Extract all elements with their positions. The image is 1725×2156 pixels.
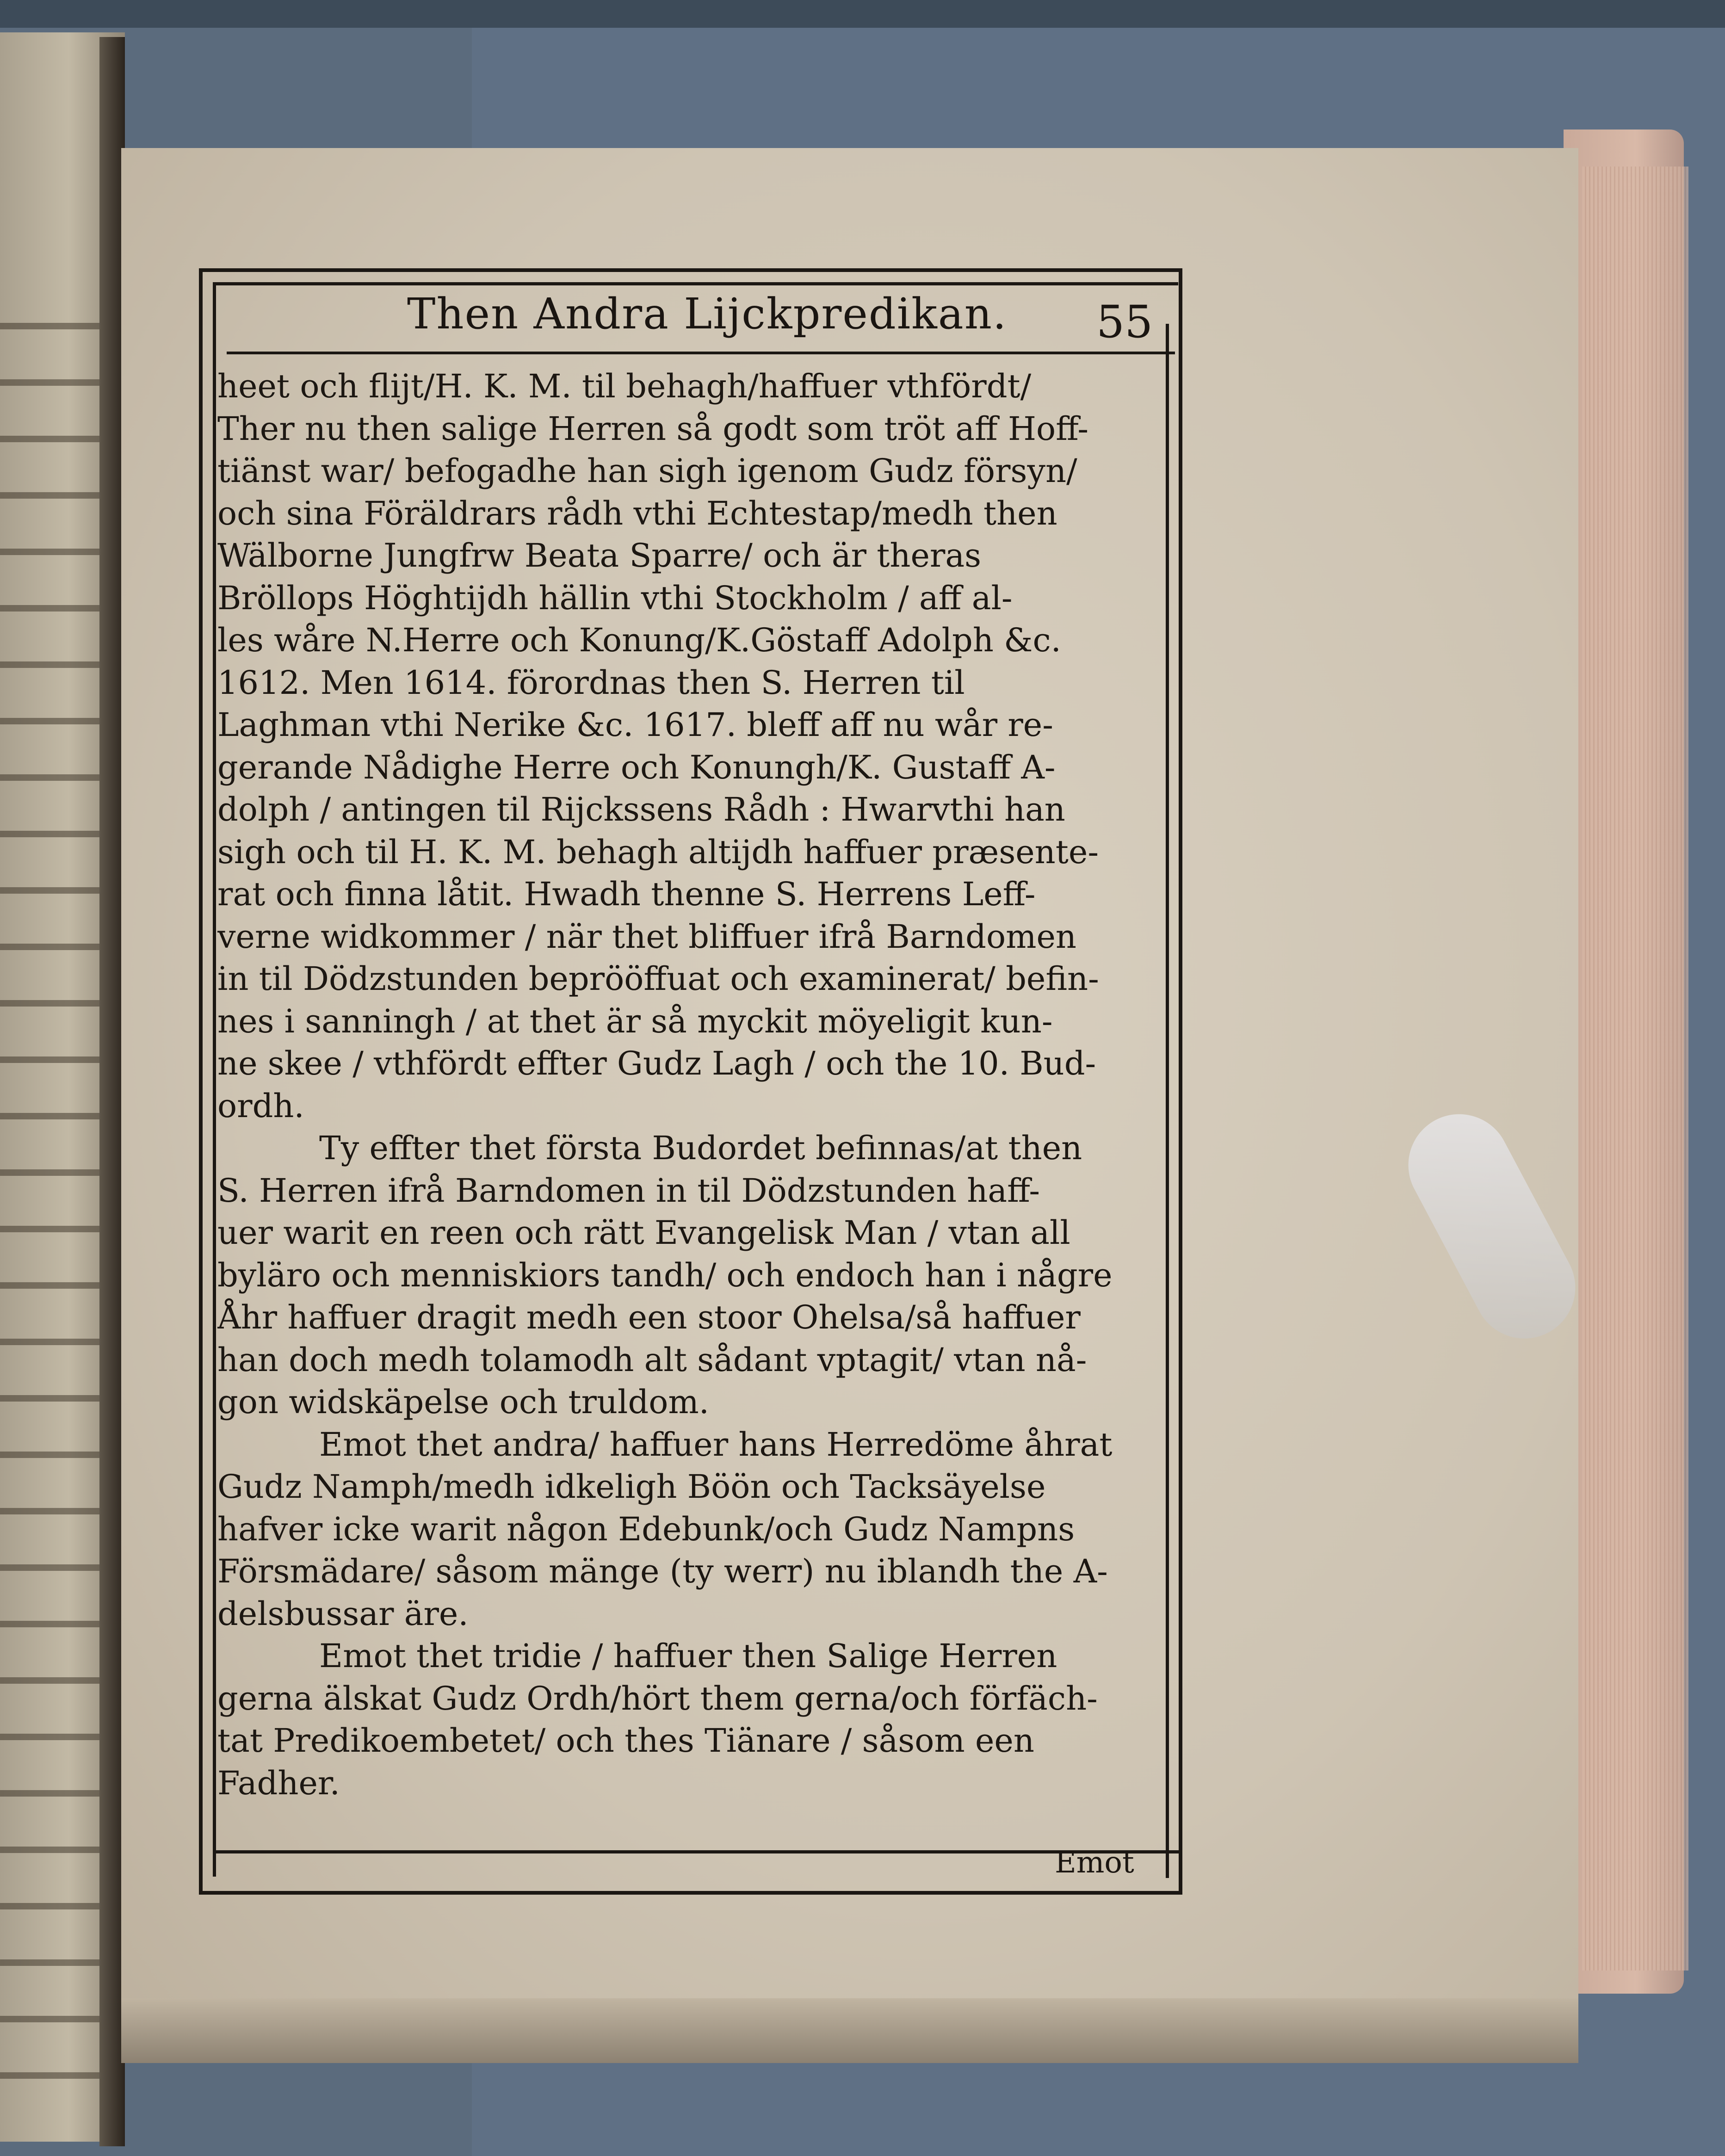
body-text	[217, 365, 1168, 1804]
text-line: och sina Föräldrars rådh vthi Echtestap/medh then	[217, 494, 1057, 532]
text-line: tiänst war/ befogadhe han sigh igenom Gudz försyn/	[217, 452, 1077, 490]
text-line: gon widskäpelse och truldom.	[217, 1383, 710, 1421]
text-line: byläro och menniskiors tandh/ och endoch han i någre	[217, 1256, 1113, 1294]
text-line: Emot thet tridie / haffuer then Salige Herren	[319, 1637, 1057, 1675]
text-line: in til Dödzstunden beprööffuat och examinerat/ befin-	[217, 960, 1099, 998]
text-line: Ty effter thet första Budordet befinnas/at then	[319, 1129, 1082, 1167]
text-line: heet och flijt/H. K. M. til behagh/haffuer vthfördt/	[217, 367, 1032, 405]
text-line: Wälborne Jungfrw Beata Sparre/ och är theras	[217, 537, 982, 575]
text-line: gerna älskat Gudz Ordh/hört them gerna/och förfäch-	[217, 1679, 1098, 1717]
page-bottom-shadow	[121, 1998, 1578, 2063]
text-line: hafver icke warit någon Edebunk/och Gudz Nampns	[217, 1510, 1075, 1548]
text-line: dolph / antingen til Rijckssens Rådh : Hwarvthi han	[217, 791, 1065, 828]
text-line: Åhr haffuer dragit medh een stoor Ohelsa/så haffuer	[217, 1298, 1081, 1336]
text-line: Fadher.	[217, 1764, 340, 1802]
text-line: 1612. Men 1614. förordnas then S. Herren til	[217, 663, 965, 702]
text-line: uer warit en reen och rätt Evangelisk Man / vtan all	[217, 1214, 1070, 1252]
running-head: Then Andra Lijckpredikan.	[407, 289, 1008, 339]
text-line: les wåre N.Herre och Konung/K.Göstaff Adolph &c.	[217, 621, 1061, 659]
text-line: Försmädare/ såsom mänge (ty werr) nu iblandh the A-	[217, 1552, 1108, 1590]
footer-rule	[213, 1850, 1180, 1853]
text-line: Laghman vthi Nerike &c. 1617. bleff aff nu wår re-	[217, 706, 1053, 744]
page-number: 55	[1096, 296, 1153, 348]
text-line: S. Herren ifrå Barndomen in til Dödzstunden haff-	[217, 1171, 1040, 1210]
header-rule	[227, 352, 1175, 354]
page-stack-texture	[1582, 167, 1688, 1971]
catchword: Emot	[1055, 1846, 1134, 1880]
text-line: delsbussar äre.	[217, 1594, 469, 1633]
text-line: Emot thet andra/ haffuer hans Herredöme åhrat	[319, 1425, 1113, 1464]
text-line: Gudz Namph/medh idkeligh Böön och Tacksäyelse	[217, 1468, 1046, 1506]
text-line: verne widkommer / när thet bliffuer ifrå Barndomen	[217, 917, 1076, 956]
top-shadow	[0, 0, 1725, 28]
text-line: gerande Nådighe Herre och Konungh/K. Gustaff A-	[217, 748, 1056, 786]
text-line: rat och finna låtit. Hwadh thenne S. Herrens Leff-	[217, 875, 1036, 913]
text-line: ne skee / vthfördt effter Gudz Lagh / och the 10. Bud-	[217, 1044, 1096, 1082]
text-line: tat Predikoembetet/ och thes Tiänare / såsom een	[217, 1722, 1034, 1760]
previous-page-text-fragments	[0, 278, 116, 2083]
text-line: Ther nu then salige Herren så godt som tröt aff Hoff-	[217, 409, 1089, 448]
text-line: ordh.	[217, 1087, 304, 1125]
text-line: Bröllops Höghtijdh hällin vthi Stockholm / aff al-	[217, 579, 1013, 617]
text-line: nes i sanningh / at thet är så myckit möyeligit kun-	[217, 1002, 1053, 1040]
text-line: sigh och til H. K. M. behagh altijdh haffuer præsente-	[217, 833, 1099, 871]
text-line: han doch medh tolamodh alt sådant vptagit/ vtan nå-	[217, 1341, 1087, 1379]
